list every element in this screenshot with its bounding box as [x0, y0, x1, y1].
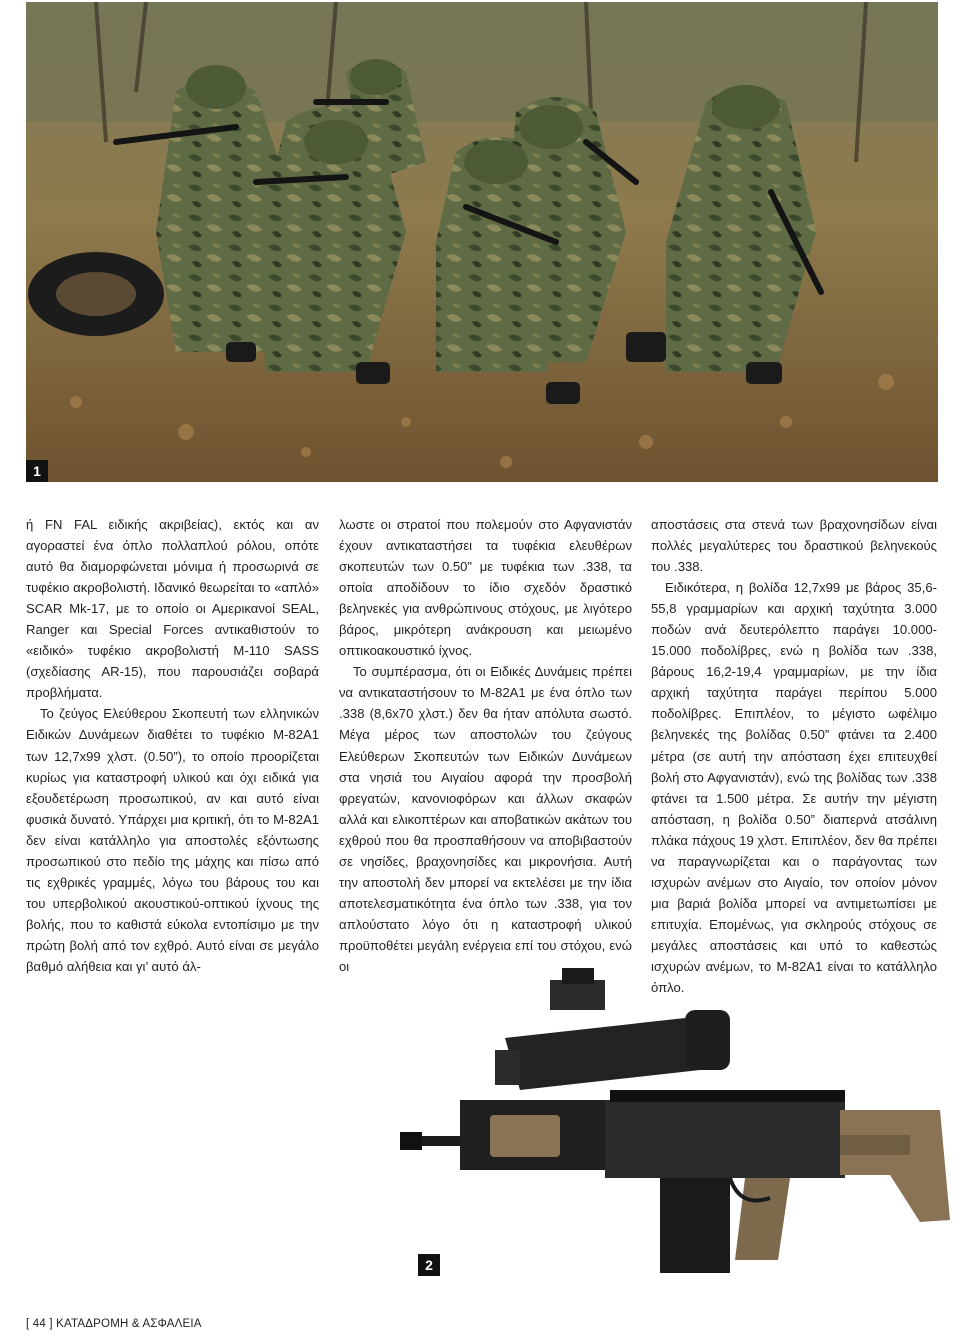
text-column-3	[651, 514, 937, 998]
text-column-2	[339, 514, 632, 977]
paragraph: Το συμπέρασμα, ότι οι Ειδικές Δυνάμεις πρέπει να αντικαταστήσουν το M-82A1 με ένα όπλο των .338 (8,6x70 χλστ.) δεν θα ήταν απόλυτα σωστό. Μέγα μέρος των αποστολών του ζεύγους Ελεύθερων Σκοπευτών των Ειδικών Δυνάμεων στα νησιά του Αιγαίου αφορά την προσβολή φρεγατών, κανονιοφόρων και άλλων σκαφών αλλά και ελικοπτέρων και αποβατικών ακάτων του εχθρού που θα προσπαθήσουν να αποβιβαστούν σε νησίδες, βραχονησίδες και μικρονήσια. Αυτή την αποστολή δεν μπορεί να εκτελέσει με την ίδια αποτελεσματικότητα ένα όπλο των .338, για τον απλούστατο λόγο ότι η καταστροφή υλικού προϋποθέτει μεγάλη ενέργεια επί του στόχου, ενώ οι	[339, 664, 632, 974]
paragraph: ή FN FAL ειδικής ακριβείας), εκτός και αν αγοραστεί ένα όπλο πολλαπλού ρόλου, οπότε αυτό θα διαμορφώνεται μόνιμα ή προσωρινά σε τυφέκιο ακροβολιστή. Ιδανικό θεωρείται το «απλό» SCAR Mk-17, με το οποίο οι Αμερικανοί SEAL, Ranger και Special Forces αντικαθιστούν το «ειδικό» τυφέκιο ακροβολιστή M-110 SASS (σχεδίασης AR-15), που παρουσιάζει σοβαρά προβλήματα.	[26, 517, 319, 701]
soldiers-photo-icon	[26, 2, 938, 482]
paragraph: αποστάσεις στα στενά των βραχονησίδων είναι πολλές μεγαλύτερες του δραστικού βεληνεκούς του .338.	[651, 517, 937, 575]
text-column-1	[26, 514, 319, 977]
figure-number-1: 1	[26, 460, 48, 482]
paragraph: Το ζεύγος Ελεύθερου Σκοπευτή των ελληνικών Ειδικών Δυνάμεων διαθέτει το τυφέκιο M-82A1 των 12,7x99 χλστ. (0.50”), το οποίο προορίζεται κυρίως για καταστροφή υλικού και όχι ειδικά για εξουδετέρωση προσωπικού, αν και αυτό είναι φυσικά δυνατό. Υπάρχει μια κριτική, ότι το M-82A1 δεν είναι κατάλληλο για αποστολές εξόντωσης προσωπικού στο πεδίο της μάχης και πίσω από τις εχθρικές γραμμές, λόγω του βάρους του και του υπερβολικού ακουστικού-οπτικού ίχνους της βολής, που το καθιστά εύκολα εντοπίσιμο με την πρώτη βολή από τον εχθρό. Αυτό είναι σε μεγάλο βαθμό αλήθεια και γι’ αυτό άλ-	[26, 706, 319, 974]
figure-number-2: 2	[418, 1254, 440, 1276]
paragraph: Ειδικότερα, η βολίδα 12,7x99 με βάρος 35,6-55,8 γραμμαρίων και αρχική ταχύτητα 3.000 ποδών ανά δευτερόλεπτο παράγει 10.000-15.000 ποδολίβρες, ενώ η βολίδα των .338, βάρους 16,2-19,4 γραμμαρίων, με την ίδια αρχική ταχύτητα παράγει περίπου 5.000 ποδολίβρες. Επιπλέον, το μέγιστο ωφέλιμο βεληνεκές της βολίδας 0.50” φτάνει τα 2.400 μέτρα (σε αυτή την απόσταση έχει επιτευχθεί βολή στο Αφγανιστάν), ενώ της βολίδας των .338 φτάνει τα 1.500 μέτρα. Σε αυτήν την μέγιστη απόσταση, η βολίδα 0.50” διαπερνά ατσάλινη πλάκα πάχους 19 χλστ. Επιπλέον, δεν θα πρέπει να παραγνωρίζεται και ο παράγοντας των ισχυρών ανέμων στο Αιγαίο, τον οποίον μόνον μια βαριά βολίδα μπορεί να αντιμετωπίσει με επιτυχία. Επομένως, για σκληρούς στόχους σε μεγάλες αποστάσεις και υπό το καθεστώς ισχυρών ανέμων, το M-82A1 είναι το κατάλληλο όπλο.	[651, 580, 937, 996]
rifle-photo	[400, 960, 960, 1305]
soldiers-photo	[26, 2, 938, 482]
rifle-photo-icon	[400, 960, 960, 1305]
paragraph: λωστε οι στρατοί που πολεμούν στο Αφγανιστάν έχουν αντικαταστήσει τα τυφέκια ελευθέρων σκοπευτών των 0.50” με τυφέκια των .338, τα οποία αποδίδουν το ίδιο σχεδόν δραστικό βεληνεκές για ανθρώπινους στόχους, με λιγότερο βάρος, μικρότερη ανάκρουση και μειωμένο οπτικοακουστικό ίχνος.	[339, 517, 632, 659]
page-footer: [ 44 ] ΚΑΤΑΔΡΟΜΗ & ΑΣΦΑΛΕΙΑ	[26, 1318, 202, 1330]
